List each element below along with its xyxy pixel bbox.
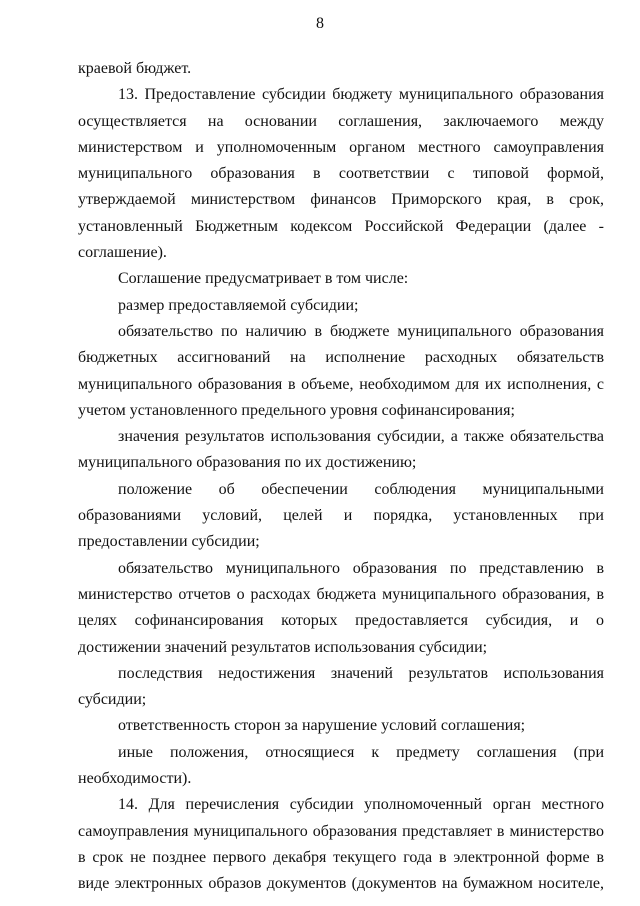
- paragraph-continuation: краевой бюджет.: [78, 60, 192, 77]
- paragraph-reporting-obligation: обязательство муниципального образования по представлению в министерство отчетов о расходах бюджета муниципального образования, в целях софинансирования которых предоставляется субсидия, и о достижении значений результатов использования субсидии;: [78, 559, 604, 656]
- paragraph-other-provisions: иные положения, относящиеся к предмету соглашения (при необходимости).: [78, 743, 604, 788]
- paragraph-responsibility: ответственность сторон за нарушение условий соглашения;: [118, 717, 526, 735]
- paragraph-14: 14. Для перечисления субсидии уполномоченный орган местного самоуправления муниципального образования представляет в министерство в срок не позднее первого декабря текущего года в электронной форме в виде электронных образов документов (документов на бумажном носителе,: [78, 796, 604, 893]
- paragraph-agreement-intro: Соглашение предусматривает в том числе:: [118, 270, 409, 288]
- document-body: [78, 56, 604, 898]
- page-number: 8: [316, 15, 324, 32]
- paragraph-13: 13. Предоставление субсидии бюджету муниципального образования осуществляется на основании соглашения, заключаемого между министерством и уполномоченным органом местного самоуправления муниципального образования в соответствии с типовой формой, утверждаемой министерством финансов Приморского края, в срок, установленный Бюджетным кодексом Российской Федерации (далее - соглашение).: [78, 86, 604, 262]
- paragraph-result-values: значения результатов использования субсидии, а также обязательства муниципального образования по их достижению;: [78, 428, 604, 472]
- paragraph-compliance: положение об обеспечении соблюдения муниципальными образованиями условий, целей и порядка, установленных при предоставлении субсидии;: [78, 480, 604, 551]
- paragraph-budget-obligation: обязательство по наличию в бюджете муниципального образования бюджетных ассигнований на исполнение расходных обязательств муниципального образования в объеме, необходимом для их исполнения, с учетом установленного предельного уровня софинансирования;: [78, 322, 604, 419]
- paragraph-consequences: последствия недостижения значений результатов использования субсидии;: [78, 664, 604, 709]
- paragraph-subsidy-size: размер предоставляемой субсидии;: [118, 296, 359, 314]
